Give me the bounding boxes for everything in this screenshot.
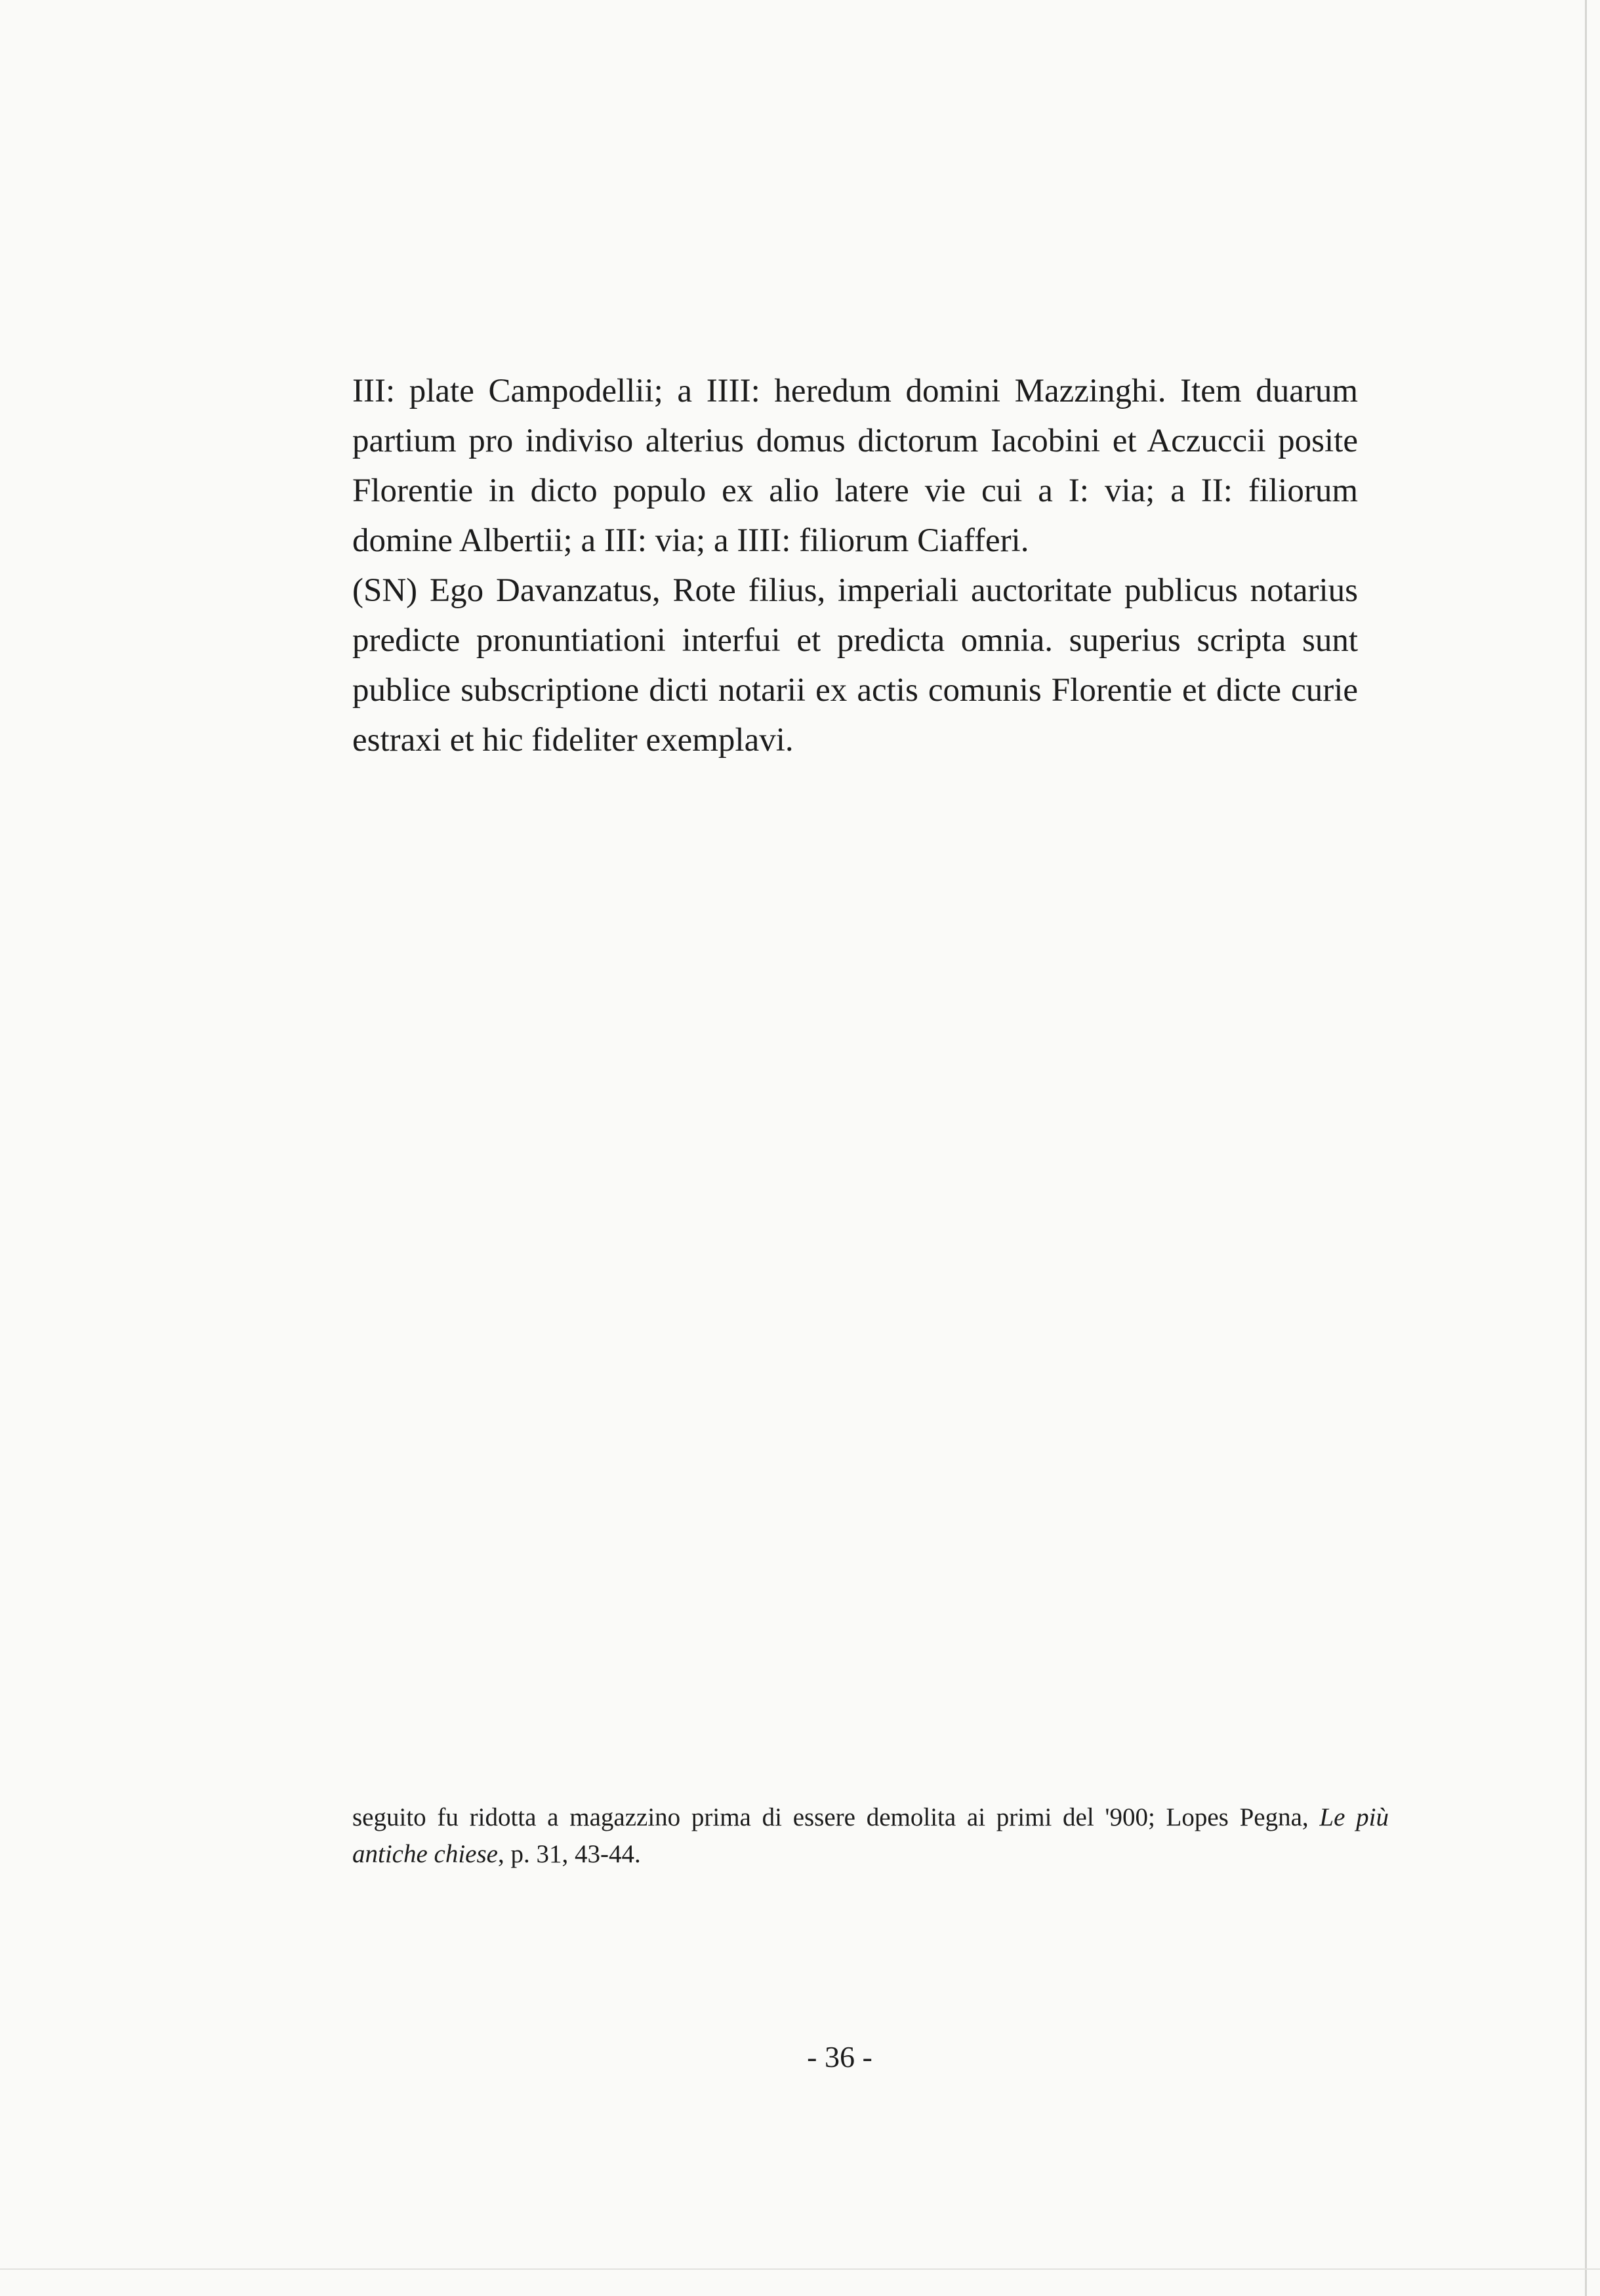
page-number: - 36 - <box>807 2040 872 2074</box>
footnote <box>352 1799 1389 1873</box>
page-edge <box>1585 0 1587 2296</box>
footnote-text-after: , p. 31, 43-44. <box>497 1840 641 1868</box>
paragraph-property-description: III: plate Campodellii; a IIII: heredum domini Mazzinghi. Item duarum partium pro indiviso alterius domus dictorum Iacobini et Aczuccii posite Florentie in dicto populo ex alio latere vie cui a I: via; a II: filiorum domine Albertii; a III: via; a IIII: filiorum Ciafferi. <box>352 373 1358 559</box>
paragraph-notary-subscription: (SN) Ego Davanzatus, Rote filius, imperiali auctoritate publicus notarius predicte pronuntiationi interfui et predicta omnia. superius scripta sunt publice subscriptione dicti notarii ex actis comunis Florentie et dicte curie estraxi et hic fideliter exemplavi. <box>352 572 1358 759</box>
footnote-text-before: seguito fu ridotta a magazzino prima di essere demolita ai primi del '900; Lopes Pegna, <box>352 1803 1320 1831</box>
footnote-book-title: Le più antiche chiese <box>352 1803 1389 1868</box>
footnote-text <box>352 1799 1389 1873</box>
main-text <box>352 366 1358 765</box>
page-bottom-edge <box>0 2268 1600 2270</box>
